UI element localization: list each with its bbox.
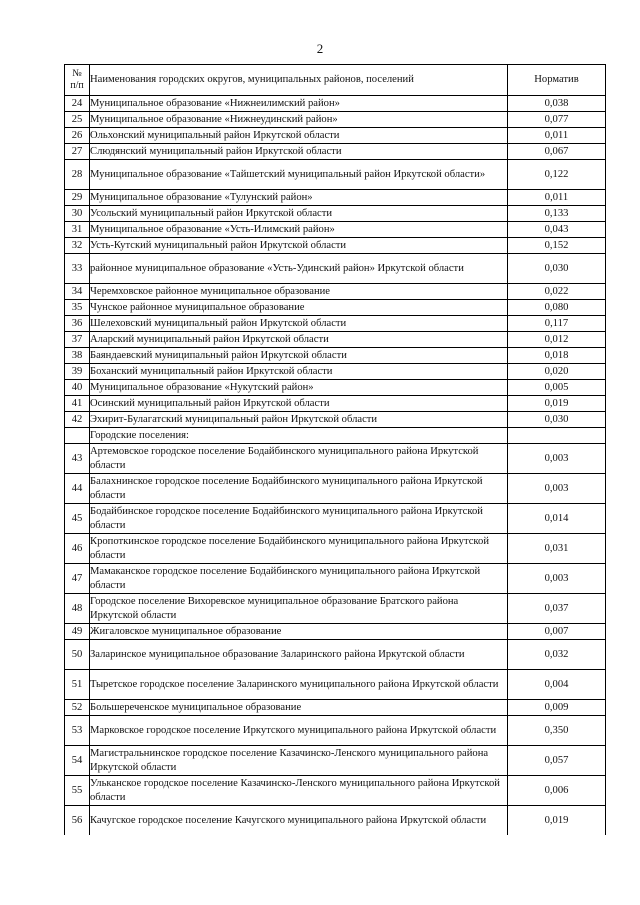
row-number: 25 xyxy=(65,112,90,128)
row-number: 51 xyxy=(65,670,90,700)
page-number: 2 xyxy=(316,41,324,56)
row-name: Муниципальное образование «Тайшетский муниципальный район Иркутской области» xyxy=(90,160,508,190)
table-row xyxy=(65,412,606,428)
row-number: 36 xyxy=(65,316,90,332)
row-number: 47 xyxy=(65,564,90,594)
row-normative: 0,350 xyxy=(508,716,606,746)
row-normative: 0,012 xyxy=(508,332,606,348)
row-normative: 0,007 xyxy=(508,624,606,640)
table-row xyxy=(65,316,606,332)
row-normative: 0,037 xyxy=(508,594,606,624)
row-normative: 0,030 xyxy=(508,254,606,284)
row-normative: 0,006 xyxy=(508,776,606,806)
row-normative: 0,014 xyxy=(508,504,606,534)
table-section xyxy=(65,428,606,444)
table-row xyxy=(65,474,606,504)
table-row xyxy=(65,640,606,670)
row-normative: 0,018 xyxy=(508,348,606,364)
row-number: 43 xyxy=(65,444,90,474)
row-name: Мамаканское городское поселение Бодайбинского муниципального района Иркутской области xyxy=(90,564,508,594)
row-number: 54 xyxy=(65,746,90,776)
row-name: Муниципальное образование «Нижнеудинский район» xyxy=(90,112,508,128)
row-name: Муниципальное образование «Усть-Илимский район» xyxy=(90,222,508,238)
table-body-settlements xyxy=(65,444,606,836)
row-normative: 0,011 xyxy=(508,128,606,144)
row-normative: 0,057 xyxy=(508,746,606,776)
row-name: Аларский муниципальный район Иркутской области xyxy=(90,332,508,348)
row-normative: 0,122 xyxy=(508,160,606,190)
row-number: 38 xyxy=(65,348,90,364)
row-number: 56 xyxy=(65,806,90,836)
header-name: Наименования городских округов, муниципальных районов, поселений xyxy=(90,65,508,96)
row-normative: 0,022 xyxy=(508,284,606,300)
row-normative: 0,011 xyxy=(508,190,606,206)
section-title: Городские поселения: xyxy=(90,428,508,444)
row-name: Качугское городское поселение Качугского муниципального района Иркутской области xyxy=(90,806,508,836)
table-row xyxy=(65,96,606,112)
row-name: Осинский муниципальный район Иркутской области xyxy=(90,396,508,412)
row-name: Марковское городское поселение Иркутского муниципального района Иркутской области xyxy=(90,716,508,746)
table-row xyxy=(65,716,606,746)
row-name: Эхирит-Булагатский муниципальный район Иркутской области xyxy=(90,412,508,428)
row-number: 30 xyxy=(65,206,90,222)
row-number: 29 xyxy=(65,190,90,206)
table-row xyxy=(65,112,606,128)
table-row xyxy=(65,284,606,300)
row-name: Боханский муниципальный район Иркутской области xyxy=(90,364,508,380)
row-number: 46 xyxy=(65,534,90,564)
row-name: Усть-Кутский муниципальный район Иркутской области xyxy=(90,238,508,254)
row-name: Баяндаевский муниципальный район Иркутской области xyxy=(90,348,508,364)
table-header-row xyxy=(65,65,606,96)
table-row xyxy=(65,332,606,348)
table-row xyxy=(65,144,606,160)
row-normative: 0,152 xyxy=(508,238,606,254)
row-number: 52 xyxy=(65,700,90,716)
row-number: 39 xyxy=(65,364,90,380)
row-number: 48 xyxy=(65,594,90,624)
header-number-abbrev: п/п xyxy=(70,80,84,91)
table-row xyxy=(65,364,606,380)
table-row xyxy=(65,300,606,316)
row-normative: 0,003 xyxy=(508,474,606,504)
row-number: 34 xyxy=(65,284,90,300)
section-number-cell xyxy=(65,428,90,444)
row-number: 35 xyxy=(65,300,90,316)
table-row xyxy=(65,160,606,190)
row-normative: 0,038 xyxy=(508,96,606,112)
table-row xyxy=(65,624,606,640)
table-row xyxy=(65,444,606,474)
row-number: 31 xyxy=(65,222,90,238)
table-row xyxy=(65,564,606,594)
table-body-districts xyxy=(65,96,606,428)
row-normative: 0,077 xyxy=(508,112,606,128)
normative-table xyxy=(64,64,606,835)
row-name: Муниципальное образование «Нижнеилимский район» xyxy=(90,96,508,112)
row-number: 44 xyxy=(65,474,90,504)
row-normative: 0,032 xyxy=(508,640,606,670)
row-number: 26 xyxy=(65,128,90,144)
table-row xyxy=(65,396,606,412)
row-number: 32 xyxy=(65,238,90,254)
table-row xyxy=(65,128,606,144)
row-normative: 0,067 xyxy=(508,144,606,160)
row-name: Артемовское городское поселение Бодайбинского муниципального района Иркутской области xyxy=(90,444,508,474)
row-normative: 0,005 xyxy=(508,380,606,396)
table-row xyxy=(65,504,606,534)
row-number: 24 xyxy=(65,96,90,112)
row-name: Чунское районное муниципальное образование xyxy=(90,300,508,316)
table-row xyxy=(65,670,606,700)
row-name: Муниципальное образование «Тулунский район» xyxy=(90,190,508,206)
table-row xyxy=(65,700,606,716)
row-number: 41 xyxy=(65,396,90,412)
row-number: 50 xyxy=(65,640,90,670)
table-row xyxy=(65,206,606,222)
header-number-symbol: № xyxy=(72,68,82,79)
table-row xyxy=(65,594,606,624)
row-number: 45 xyxy=(65,504,90,534)
section-value-cell xyxy=(508,428,606,444)
table-row xyxy=(65,746,606,776)
row-name: Ольхонский муниципальный район Иркутской области xyxy=(90,128,508,144)
row-name: Заларинское муниципальное образование Заларинского района Иркутской области xyxy=(90,640,508,670)
row-name: Бодайбинское городское поселение Бодайбинского муниципального района Иркутской области xyxy=(90,504,508,534)
row-name: Кропоткинское городское поселение Бодайбинского муниципального района Иркутской области xyxy=(90,534,508,564)
table-row xyxy=(65,348,606,364)
row-normative: 0,080 xyxy=(508,300,606,316)
row-name: Черемховское районное муниципальное образование xyxy=(90,284,508,300)
row-normative: 0,009 xyxy=(508,700,606,716)
row-number: 37 xyxy=(65,332,90,348)
row-number: 42 xyxy=(65,412,90,428)
row-normative: 0,003 xyxy=(508,564,606,594)
row-name: Усольский муниципальный район Иркутской области xyxy=(90,206,508,222)
row-name: районное муниципальное образование «Усть-Удинский район» Иркутской области xyxy=(90,254,508,284)
row-number: 53 xyxy=(65,716,90,746)
row-normative: 0,030 xyxy=(508,412,606,428)
table-row xyxy=(65,254,606,284)
row-name: Ульканское городское поселение Казачинско-Ленского муниципального района Иркутской области xyxy=(90,776,508,806)
row-normative: 0,004 xyxy=(508,670,606,700)
table-row xyxy=(65,190,606,206)
row-number: 27 xyxy=(65,144,90,160)
row-name: Шелеховский муниципальный район Иркутской области xyxy=(90,316,508,332)
row-number: 40 xyxy=(65,380,90,396)
table-row xyxy=(65,806,606,836)
table-row xyxy=(65,380,606,396)
row-number: 33 xyxy=(65,254,90,284)
row-name: Городское поселение Вихоревское муниципальное образование Братского района Иркутской области xyxy=(90,594,508,624)
row-normative: 0,117 xyxy=(508,316,606,332)
header-number xyxy=(65,65,90,96)
row-name: Магистральнинское городское поселение Казачинско-Ленского муниципального района Иркутской области xyxy=(90,746,508,776)
row-normative: 0,043 xyxy=(508,222,606,238)
row-name: Муниципальное образование «Нукутский район» xyxy=(90,380,508,396)
row-name: Тыретское городское поселение Заларинского муниципального района Иркутской области xyxy=(90,670,508,700)
table-row xyxy=(65,238,606,254)
row-normative: 0,020 xyxy=(508,364,606,380)
row-name: Балахнинское городское поселение Бодайбинского муниципального района Иркутской области xyxy=(90,474,508,504)
table-row xyxy=(65,222,606,238)
row-name: Большереченское муниципальное образование xyxy=(90,700,508,716)
table-row xyxy=(65,534,606,564)
row-name: Жигаловское муниципальное образование xyxy=(90,624,508,640)
row-number: 28 xyxy=(65,160,90,190)
table-row xyxy=(65,776,606,806)
row-normative: 0,019 xyxy=(508,806,606,836)
row-number: 49 xyxy=(65,624,90,640)
row-number: 55 xyxy=(65,776,90,806)
row-normative: 0,003 xyxy=(508,444,606,474)
header-normative: Норматив xyxy=(508,65,606,96)
section-row xyxy=(65,428,606,444)
row-normative: 0,019 xyxy=(508,396,606,412)
row-normative: 0,031 xyxy=(508,534,606,564)
row-normative: 0,133 xyxy=(508,206,606,222)
row-name: Слюдянский муниципальный район Иркутской области xyxy=(90,144,508,160)
